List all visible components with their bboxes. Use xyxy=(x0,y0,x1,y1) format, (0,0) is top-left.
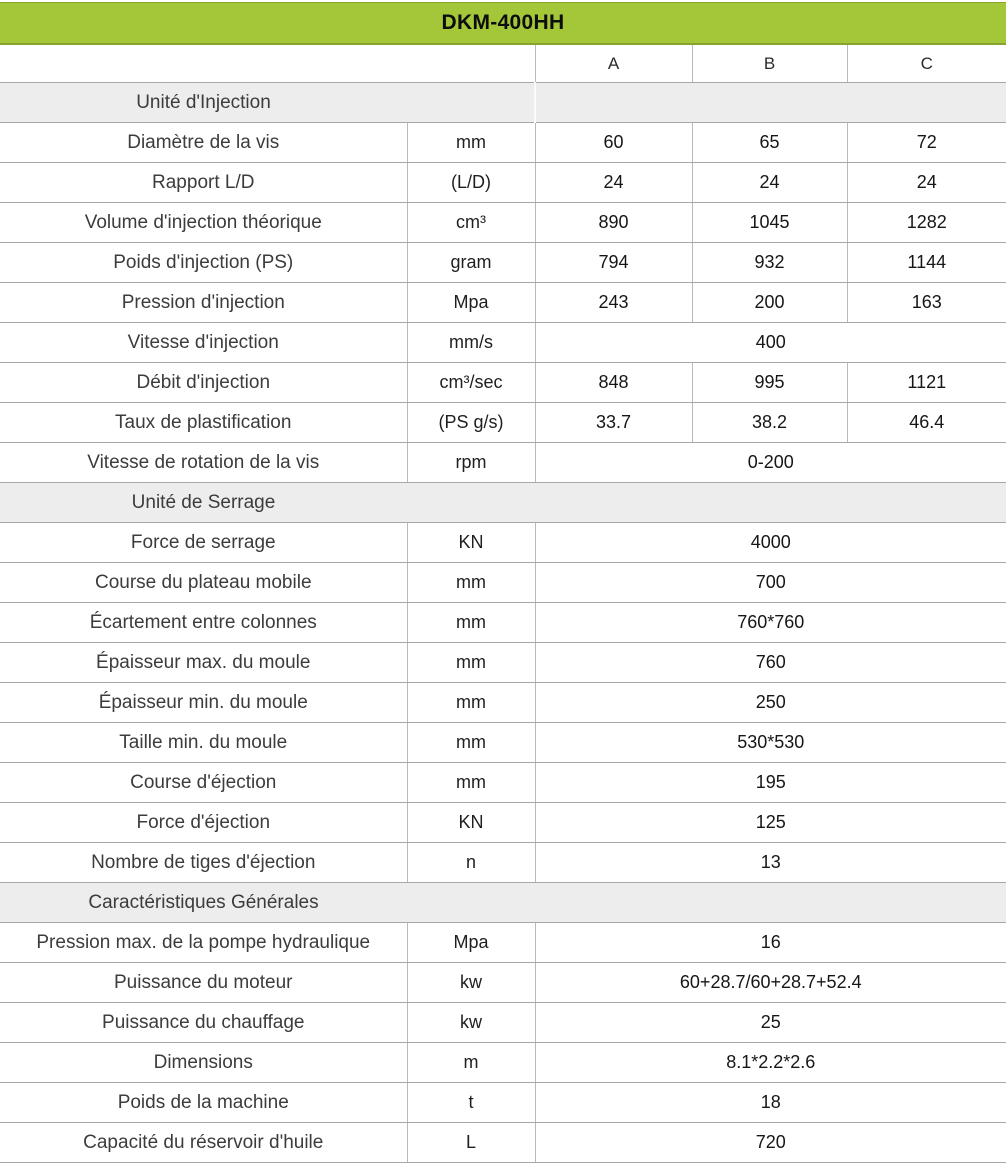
table-row xyxy=(0,323,1006,363)
row-label: Dimensions xyxy=(0,1043,407,1083)
row-value-span: 60+28.7/60+28.7+52.4 xyxy=(535,963,1006,1003)
row-label: Écartement entre colonnes xyxy=(0,603,407,643)
row-value-span: 720 xyxy=(535,1123,1006,1163)
table-row xyxy=(0,363,1006,403)
column-header-c: C xyxy=(847,44,1006,83)
column-header-a: A xyxy=(535,44,692,83)
row-value-span: 760*760 xyxy=(535,603,1006,643)
row-unit: Mpa xyxy=(407,283,535,323)
row-unit: m xyxy=(407,1043,535,1083)
table-row xyxy=(0,843,1006,883)
row-value-span: 530*530 xyxy=(535,723,1006,763)
row-label: Poids d'injection (PS) xyxy=(0,243,407,283)
section-title: Unité de Serrage xyxy=(131,491,276,513)
row-unit: mm/s xyxy=(407,323,535,363)
row-value-b: 1045 xyxy=(692,203,847,243)
table-row xyxy=(0,163,1006,203)
table-row xyxy=(0,1043,1006,1083)
row-value-c: 1282 xyxy=(847,203,1006,243)
section-header-spacer xyxy=(535,83,1006,123)
row-value-c: 46.4 xyxy=(847,403,1006,443)
row-value-span: 18 xyxy=(535,1083,1006,1123)
row-value-c: 72 xyxy=(847,123,1006,163)
row-unit: L xyxy=(407,1123,535,1163)
section-title: Unité d'Injection xyxy=(136,91,271,113)
row-value-span: 195 xyxy=(535,763,1006,803)
section-header-generales xyxy=(0,883,1006,923)
table-row xyxy=(0,403,1006,443)
row-unit: cm³/sec xyxy=(407,363,535,403)
row-value-b: 932 xyxy=(692,243,847,283)
row-unit: mm xyxy=(407,683,535,723)
row-unit: kw xyxy=(407,963,535,1003)
table-row xyxy=(0,923,1006,963)
row-unit: mm xyxy=(407,763,535,803)
row-label: Diamètre de la vis xyxy=(0,123,407,163)
table-row xyxy=(0,683,1006,723)
table-row xyxy=(0,963,1006,1003)
row-label: Pression max. de la pompe hydraulique xyxy=(0,923,407,963)
page-title: DKM-400HH xyxy=(0,3,1006,45)
row-value-a: 33.7 xyxy=(535,403,692,443)
row-label: Épaisseur max. du moule xyxy=(0,643,407,683)
row-label: Force d'éjection xyxy=(0,803,407,843)
row-value-b: 24 xyxy=(692,163,847,203)
row-label: Débit d'injection xyxy=(0,363,407,403)
row-value-span: 8.1*2.2*2.6 xyxy=(535,1043,1006,1083)
table-row xyxy=(0,523,1006,563)
row-unit: KN xyxy=(407,523,535,563)
row-value-b: 38.2 xyxy=(692,403,847,443)
row-unit: mm xyxy=(407,123,535,163)
table-row xyxy=(0,1083,1006,1123)
column-header-row xyxy=(0,44,1006,83)
table-row xyxy=(0,723,1006,763)
row-label: Course du plateau mobile xyxy=(0,563,407,603)
row-value-b: 995 xyxy=(692,363,847,403)
row-unit: rpm xyxy=(407,443,535,483)
row-label: Puissance du chauffage xyxy=(0,1003,407,1043)
row-value-span: 0-200 xyxy=(535,443,1006,483)
table-row xyxy=(0,123,1006,163)
section-header-injection xyxy=(0,83,1006,123)
section-title: Caractéristiques Générales xyxy=(88,891,319,913)
column-header-b: B xyxy=(692,44,847,83)
row-label: Épaisseur min. du moule xyxy=(0,683,407,723)
table-row xyxy=(0,643,1006,683)
row-value-a: 890 xyxy=(535,203,692,243)
spec-table xyxy=(0,2,1006,1163)
table-row xyxy=(0,1003,1006,1043)
row-unit: cm³ xyxy=(407,203,535,243)
row-label: Vitesse d'injection xyxy=(0,323,407,363)
row-value-c: 1121 xyxy=(847,363,1006,403)
row-value-a: 848 xyxy=(535,363,692,403)
table-row xyxy=(0,763,1006,803)
table-row xyxy=(0,603,1006,643)
table-row xyxy=(0,563,1006,603)
section-header-serrage xyxy=(0,483,1006,523)
row-unit: KN xyxy=(407,803,535,843)
row-label: Capacité du réservoir d'huile xyxy=(0,1123,407,1163)
row-label: Taux de plastification xyxy=(0,403,407,443)
row-label: Course d'éjection xyxy=(0,763,407,803)
row-value-span: 400 xyxy=(535,323,1006,363)
row-label: Puissance du moteur xyxy=(0,963,407,1003)
table-row xyxy=(0,443,1006,483)
row-unit: kw xyxy=(407,1003,535,1043)
row-unit: gram xyxy=(407,243,535,283)
row-value-c: 1144 xyxy=(847,243,1006,283)
row-unit: (PS g/s) xyxy=(407,403,535,443)
row-value-a: 243 xyxy=(535,283,692,323)
row-value-span: 760 xyxy=(535,643,1006,683)
row-unit: mm xyxy=(407,723,535,763)
row-unit: mm xyxy=(407,603,535,643)
row-label: Force de serrage xyxy=(0,523,407,563)
row-label: Nombre de tiges d'éjection xyxy=(0,843,407,883)
row-value-span: 250 xyxy=(535,683,1006,723)
row-label: Vitesse de rotation de la vis xyxy=(0,443,407,483)
table-row xyxy=(0,243,1006,283)
row-unit: mm xyxy=(407,643,535,683)
row-value-c: 163 xyxy=(847,283,1006,323)
row-label: Pression d'injection xyxy=(0,283,407,323)
row-value-span: 700 xyxy=(535,563,1006,603)
row-label: Taille min. du moule xyxy=(0,723,407,763)
row-label: Poids de la machine xyxy=(0,1083,407,1123)
row-value-c: 24 xyxy=(847,163,1006,203)
table-row xyxy=(0,283,1006,323)
row-unit: t xyxy=(407,1083,535,1123)
table-row xyxy=(0,803,1006,843)
row-value-span: 4000 xyxy=(535,523,1006,563)
row-value-b: 65 xyxy=(692,123,847,163)
column-header-empty xyxy=(0,44,535,83)
row-value-span: 25 xyxy=(535,1003,1006,1043)
row-unit: (L/D) xyxy=(407,163,535,203)
row-unit: n xyxy=(407,843,535,883)
row-value-a: 794 xyxy=(535,243,692,283)
row-value-span: 125 xyxy=(535,803,1006,843)
title-row xyxy=(0,3,1006,45)
row-label: Volume d'injection théorique xyxy=(0,203,407,243)
row-value-span: 16 xyxy=(535,923,1006,963)
row-unit: Mpa xyxy=(407,923,535,963)
table-row xyxy=(0,1123,1006,1163)
row-value-a: 60 xyxy=(535,123,692,163)
row-value-a: 24 xyxy=(535,163,692,203)
row-unit: mm xyxy=(407,563,535,603)
table-row xyxy=(0,203,1006,243)
row-value-b: 200 xyxy=(692,283,847,323)
row-value-span: 13 xyxy=(535,843,1006,883)
row-label: Rapport L/D xyxy=(0,163,407,203)
